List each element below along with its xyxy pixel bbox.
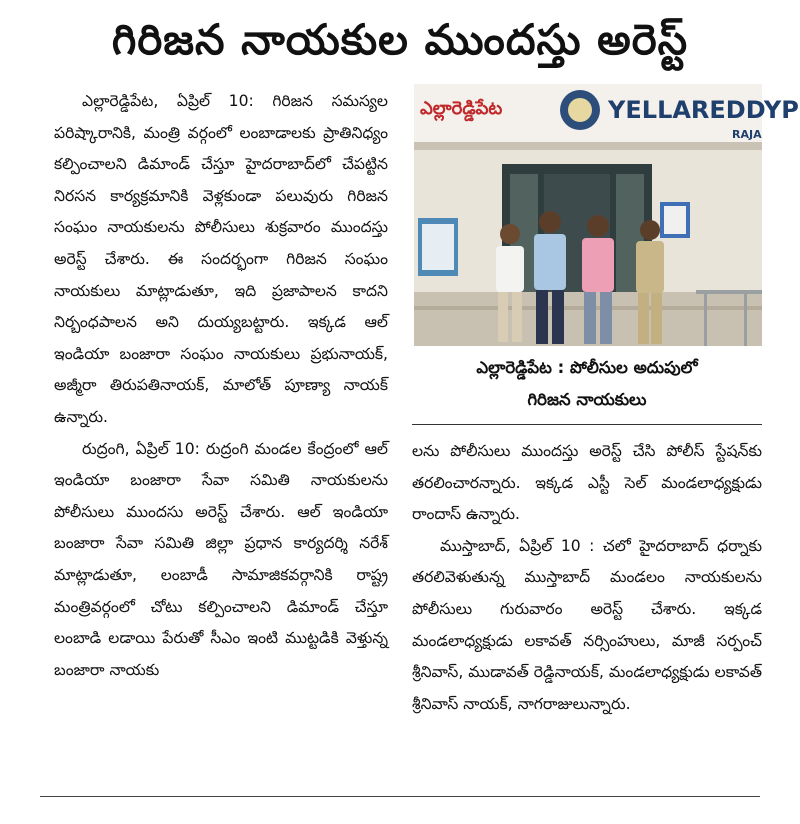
article-paragraph: లను పోలీసులు ముందస్తు అరెస్ట్ చేసి పోలీస్ స్టేషన్‌కు తరలించారన్నారు. ఇక్కడ ఎస్టీ సెల్ మండలాధ్యక్షుడు రాందాస్ ఉన్నారు.	[412, 442, 762, 524]
article-paragraph: ఎల్లారెడ్డిపేట, ఏప్రిల్ 10: గిరిజన సమస్యల పరిష్కారానికి, మంత్రి వర్గంలో లంబాడాలకు ప్రాతినిధ్యం కల్పించాలని డిమాండ్ చేస్తూ హైదరాబాద్‌లో చేపట్టిన నిరసన కార్యక్రమానికి వెళ్లకుండా పలువురు గిరిజన సంఘం నాయకులను పోలీసులు శుక్రవారం ముందస్తు అరెస్ట్ చేశారు. ఈ సందర్భంగా గిరిజన సంఘం నాయకులు మాట్లాడుతూ, ఇది ప్రజాపాలన కాదని నిర్బంధపాలన అని దుయ్యబట్టారు. ఇక్కడ ఆల్ ఇండియా బంజారా సంఘం నాయకులు ప్రభునాయక్, అజ్మీరా తిరుపతినాయక్, మాలోత్ పూణ్యా నాయక్ ఉన్నారు.	[54, 92, 388, 426]
photo-caption	[412, 352, 762, 416]
article-paragraph: రుద్రంగి, ఏప్రిల్ 10: రుద్రంగి మండల కేంద్రంలో ఆల్ ఇండియా బంజారా సేవా సమితి నాయకులను పోలీసులు ముందసు అరెస్ట్ చేశారు. ఆల్ ఇండియా బంజారా సేవా సమితి జిల్లా ప్రధాన కార్యదర్శి నరేశ్ మాట్లాడుతూ, లంబాడీ సామాజికవర్గానికి రాష్ట్ర మంత్రివర్గంలో చోటు కల్పించాలని డిమాండ్ చేస్తూ లంబాడి లడాయి పేరుతో సీఎం ఇంటి ముట్టడికి వెళ్తున్న బంజారా నాయకు	[54, 439, 388, 679]
sign-sub-text: RAJA	[732, 128, 762, 141]
news-photo	[414, 84, 799, 346]
article-right-column	[412, 436, 762, 720]
article-left-column	[54, 86, 388, 686]
article-paragraph: ముస్తాబాద్, ఏప్రిల్ 10 : చలో హైదరాబాద్ ధర్నాకు తరలివెళుతున్న ముస్తాబాద్ మండలం నాయకులను పోలీసులు గురువారం అరెస్ట్ చేశారు. ఇక్కడ మండలాధ్యక్షుడు లకావత్ నర్సింహులు, మాజీ సర్పంచ్ శ్రీనివాస్, ముడావత్ రెడ్డినాయక్, మండలాధ్యక్షుడు లకావత్ శ్రీనివాస్ నాయక్, నాగరాజులున్నారు.	[412, 536, 762, 713]
caption-line: ఎల్లారెడ్డిపేట : పోలీసుల అదుపులో	[476, 358, 698, 377]
caption-line: గిరిజన నాయకులు	[527, 390, 647, 409]
photo-illustration	[414, 84, 799, 346]
caption-divider	[412, 424, 762, 425]
sign-english-text: YELLAREDDYP	[608, 96, 799, 124]
headline: గిరిజన నాయకుల ముందస్తు అరెస్ట్	[111, 15, 689, 64]
sign-telugu-text: ఎల్లారెడ్డిపేట	[420, 98, 503, 119]
section-divider	[40, 796, 760, 797]
